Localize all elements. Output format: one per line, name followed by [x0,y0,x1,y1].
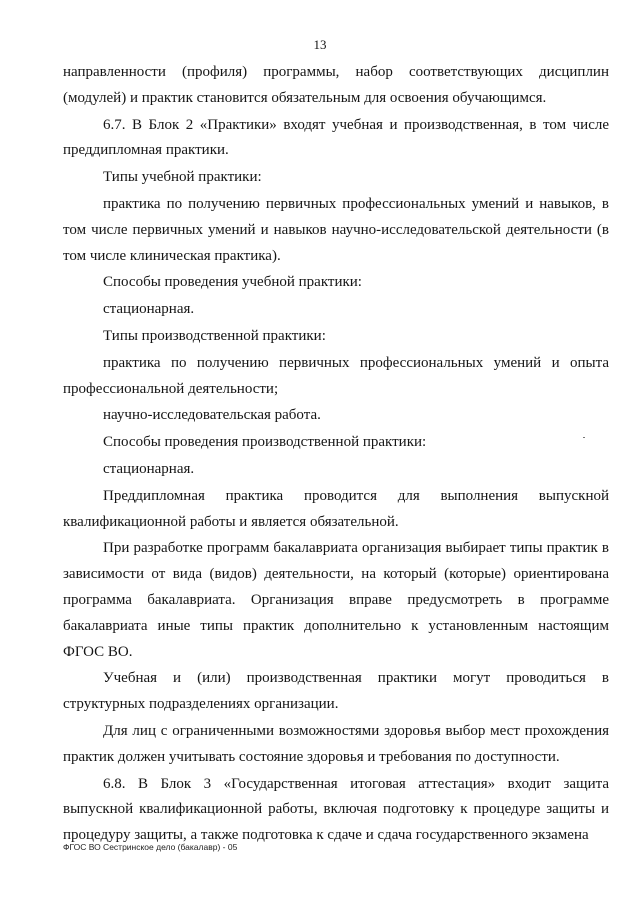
paragraph: При разработке программ бакалавриата организация выбирает типы практик в зависимости от вида (видов) деятельности, на который (которые) ориентирована программа бакалавриата. Организация вправе предусмотреть в программе бакалавриата иные типы практик дополнительно к установленным настоящим ФГОС ВО. [63,540,609,660]
paragraph: Способы проведения производственной практики: [103,434,427,451]
paragraph: научно-исследовательская работа. [103,407,321,424]
paragraph: практика по получению первичных профессиональных умений и навыков, в том числе первичных умений и навыков научно-исследовательской деятельности (в том числе клиническая практика). [63,195,609,264]
paragraph: Учебная и (или) производственная практики могут проводиться в структурных подразделениях организации. [63,670,609,713]
paragraph: Способы проведения учебной практики: [103,274,362,291]
paragraph: 6.8. В Блок 3 «Государственная итоговая аттестация» входит защита выпускной квалификационной работы, включая подготовку к процедуре защиты и процедуру защиты, а также подготовка к сдаче и сдача государственного экзамена [63,775,609,844]
scan-speck [583,437,585,438]
paragraph: 6.7. В Блок 2 «Практики» входят учебная и производственная, в том числе преддипломная практики. [63,116,609,159]
paragraph: стационарная. [103,460,195,477]
paragraph: практика по получению первичных профессиональных умений и опыта профессиональной деятельности; [63,354,609,397]
paragraph: Преддипломная практика проводится для выполнения выпускной квалификационной работы и является обязательной. [63,487,609,530]
page-number: 13 [313,37,327,52]
paragraph: стационарная. [103,301,195,318]
document-body [63,60,609,849]
paragraph: Типы производственной практики: [103,327,326,344]
paragraph: направленности (профиля) программы, набор соответствующих дисциплин (модулей) и практик становится обязательным для освоения обучающимся. [63,64,609,106]
paragraph: Типы учебной практики: [103,169,262,186]
document-footer: ФГОС ВО Сестринское дело (бакалавр) - 05 [63,842,238,852]
paragraph: Для лиц с ограниченными возможностями здоровья выбор мест прохождения практик должен учитывать состояние здоровья и требования по доступности. [63,722,609,765]
